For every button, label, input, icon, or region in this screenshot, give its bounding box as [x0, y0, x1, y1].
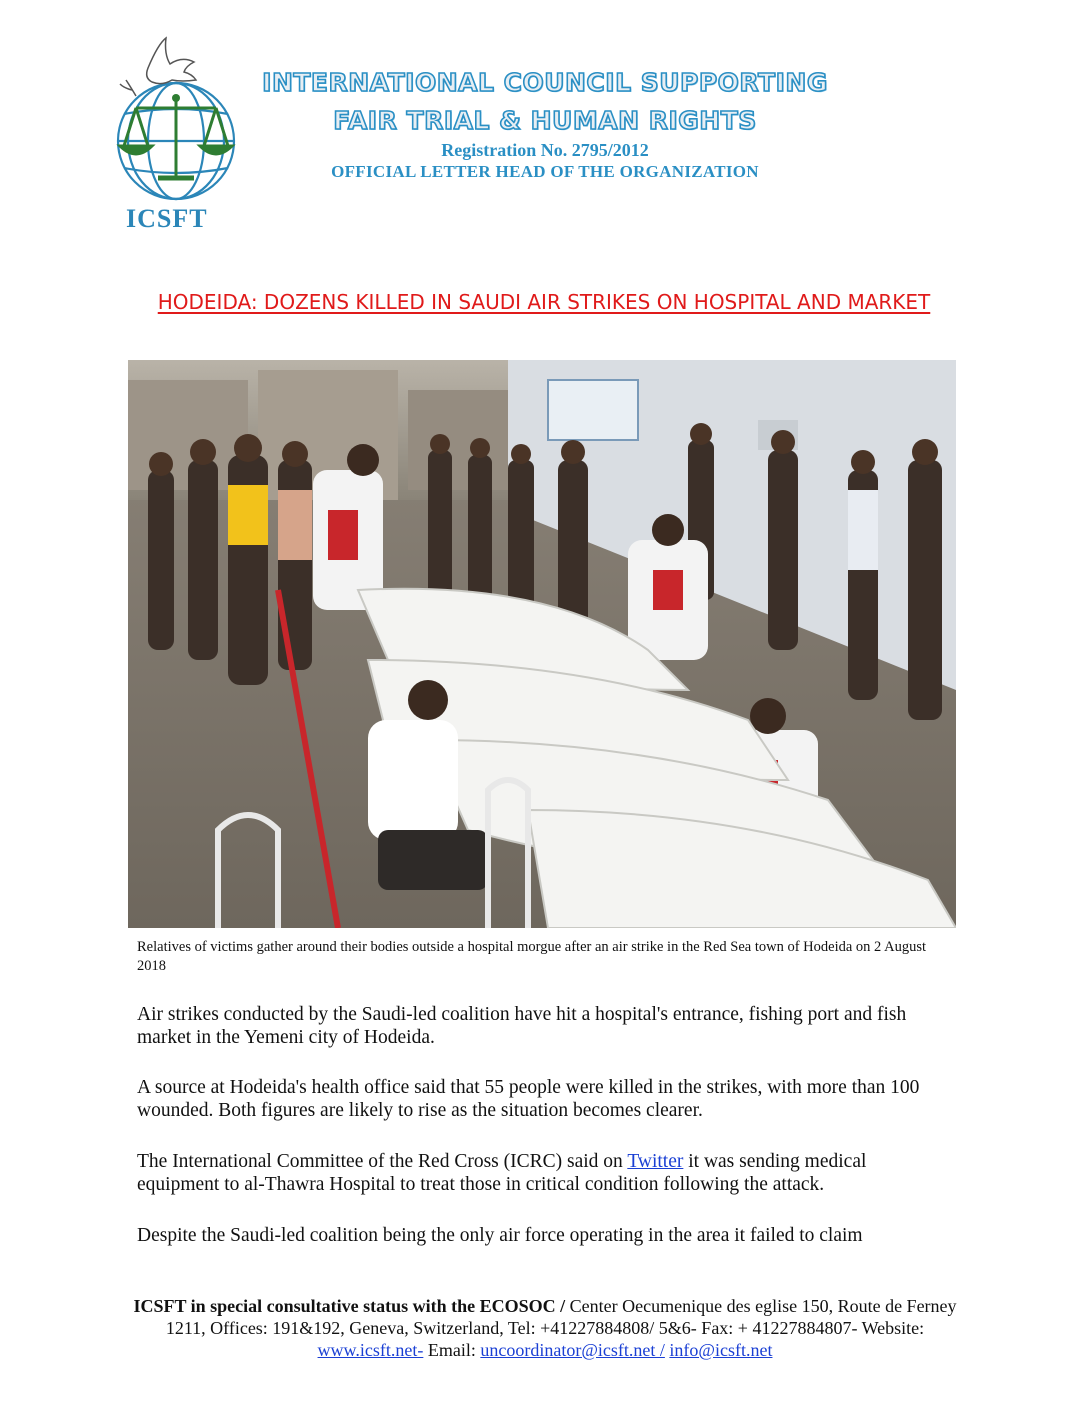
twitter-link[interactable]: Twitter — [627, 1151, 684, 1172]
logo-acronym: ICSFT — [126, 204, 208, 233]
website-link[interactable]: www.icsft.net- — [317, 1340, 424, 1360]
paragraph-3-text-b: it was sending medical equipment to al-Thawra Hospital to treat those in critical condition following the attack. — [137, 1151, 867, 1195]
article-headline: HODEIDA: DOZENS KILLED IN SAUDI AIR STRIKES ON HOSPITAL AND MARKET — [157, 290, 931, 314]
news-photo — [128, 360, 956, 928]
footer-status: ICSFT in special consultative status with the ECOSOC / — [133, 1296, 570, 1316]
dove-scales-globe-icon — [96, 36, 256, 206]
footer-email-label: Email: — [423, 1340, 481, 1360]
footer — [120, 1295, 970, 1361]
organization-logo — [96, 36, 256, 232]
registration-number: Registration No. 2795/2012 — [441, 140, 649, 160]
paragraph-1: Air strikes conducted by the Saudi-led coalition have hit a hospital's entrance, fishing port and fish market in the Yemeni city of Hodeida. — [137, 1004, 907, 1048]
org-name-line1: INTERNATIONAL COUNCIL SUPPORTING — [262, 68, 828, 97]
email-link-coordinator[interactable]: uncoordinator@icsft.net / — [480, 1340, 665, 1360]
org-name-line2: FAIR TRIAL & HUMAN RIGHTS — [333, 106, 757, 135]
paragraph-3-text-a: The International Committee of the Red Cross (ICRC) said on — [137, 1151, 628, 1172]
news-photo-illustration — [128, 360, 956, 928]
paragraph-4: Despite the Saudi-led coalition being the only air force operating in the area it failed to claim — [137, 1225, 863, 1246]
email-link-info[interactable]: info@icsft.net — [669, 1340, 773, 1360]
footer-address: Center Oecumenique des eglise 150, Route de Ferney 1211, Offices: 191&192, Geneva, Switzerland, Tel: +41227884808/ 5&6- Fax: + 41227884807- Website: — [165, 1296, 957, 1338]
paragraph-3 — [137, 1150, 952, 1196]
letterhead-subtitle: OFFICIAL LETTER HEAD OF THE ORGANIZATION — [331, 162, 759, 181]
paragraph-2: A source at Hodeida's health office said that 55 people were killed in the strikes, with more than 100 wounded. Both figures are likely to rise as the situation becomes clearer. — [137, 1077, 920, 1121]
photo-caption: Relatives of victims gather around their bodies outside a hospital morgue after an air strike in the Red Sea town of Hodeida on 2 August 2018 — [137, 939, 926, 974]
